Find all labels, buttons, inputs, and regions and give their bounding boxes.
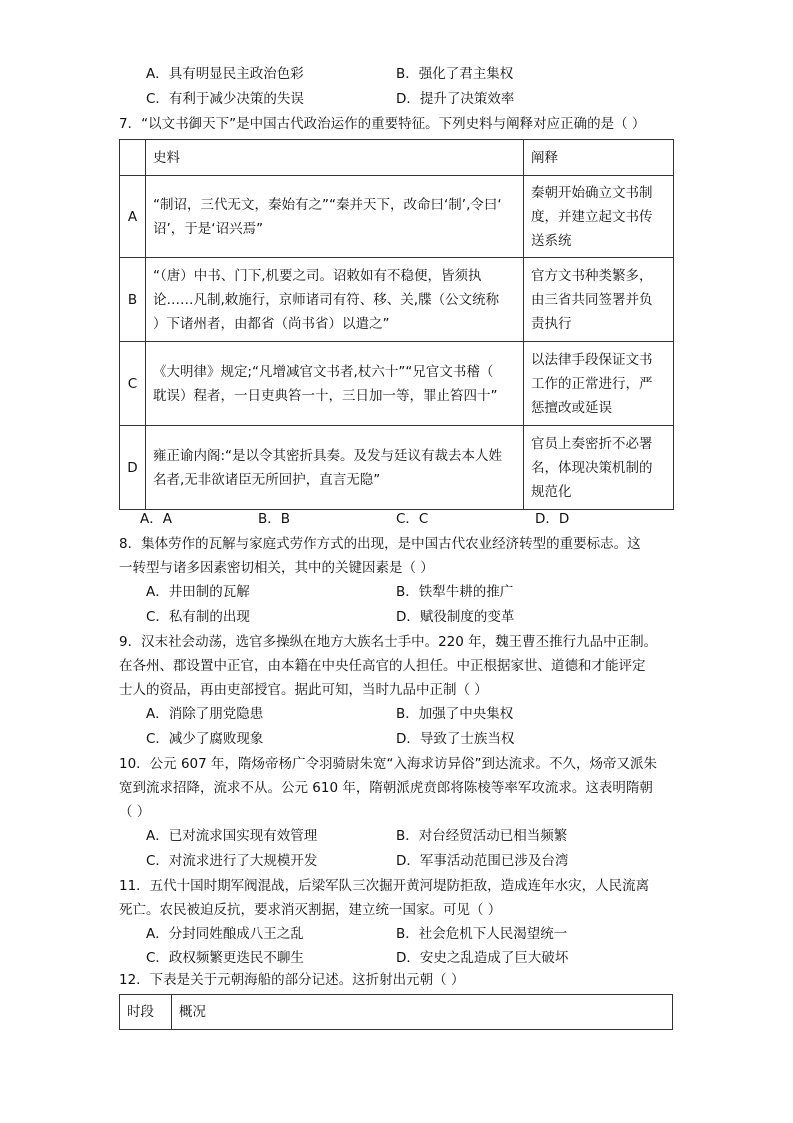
q7-option-c[interactable]: C．C (396, 511, 429, 527)
explain-line: 秦朝开始确立文书制 (531, 184, 653, 201)
explain-line: 官方文书种类繁多， (531, 267, 653, 284)
explain-line: 规范化 (531, 483, 572, 500)
q8-option-c[interactable]: C．私有制的出现 (146, 609, 250, 625)
q9-stem-line: 士人的资品，再由吏部授官。据此可知，当时九品中正制（ ） (119, 682, 488, 698)
row-explain (524, 176, 674, 258)
q8-stem-line: 一转型与诸多因素密切相关，其中的关键因素是（ ） (119, 560, 434, 576)
row-explain (524, 426, 674, 510)
row-source (146, 258, 524, 342)
q8-option-a[interactable]: A．井田制的瓦解 (146, 584, 250, 600)
q9-option-b[interactable]: B．加强了中央集权 (396, 706, 514, 722)
source-line: “制诏，三代无文，秦始有之”“秦并天下，改命曰‘制’,令曰‘ (153, 196, 502, 213)
q7-stem: 7．“以文书御天下”是中国古代政治运作的重要特征。下列史料与阐释对应正确的是（ ） (119, 116, 646, 132)
explain-line: 惩擅改或延误 (531, 399, 612, 416)
row-source (146, 342, 524, 426)
row-explain (524, 342, 674, 426)
q6-option-d[interactable]: D．提升了决策效率 (396, 91, 515, 107)
explain-line: 官员上奏密折不必署 (531, 435, 653, 452)
explain-line: 责执行 (531, 315, 572, 332)
row-letter: C (120, 342, 146, 426)
table-row (120, 258, 674, 342)
q8-option-b[interactable]: B．铁犁牛耕的推广 (396, 584, 514, 600)
row-letter: B (120, 258, 146, 342)
q7-option-a[interactable]: A．A (140, 511, 172, 527)
q12-header-overview: 概况 (172, 995, 673, 1030)
row-source (146, 426, 524, 510)
row-explain (524, 258, 674, 342)
q10-stem-line: 10．公元 607 年，隋炀帝杨广令羽骑尉朱宽“入海求访异俗”到达流求。不久，炀帝又派朱 (119, 756, 658, 772)
table-row (120, 176, 674, 258)
source-line: “（唐）中书、门下,机要之司。诏敕如有不稳便，皆须执 (153, 267, 482, 284)
q10-option-a[interactable]: A．已对流求国实现有效管理 (146, 828, 318, 844)
q12-table-header (120, 995, 673, 1030)
explain-line: 工作的正常进行，严 (531, 375, 653, 392)
source-line: 名者,无非欲诸臣无所回护，直言无隐” (153, 471, 381, 488)
source-line: 耽误）程者，一日吏典笞一十，三日加一等，罪止笞四十” (153, 387, 498, 404)
q10-option-b[interactable]: B．对台经贸活动已相当频繁 (396, 828, 568, 844)
q9-option-a[interactable]: A．消除了朋党隐患 (146, 706, 264, 722)
source-line: 论……凡制,敕施行，京师诸司有符、移、关,牒（公文统称 (153, 291, 500, 308)
q12-table (119, 994, 673, 1030)
explain-line: 由三省共同签署并负 (531, 291, 653, 308)
explain-line: 度，并建立起文书传 (531, 208, 653, 225)
row-source (146, 176, 524, 258)
source-line: ）下诸州者，由都省（尚书省）以遣之” (153, 315, 390, 332)
source-line: 雍正谕内阁:“是以令其密折具奏。及发与廷议有裁去本人姓 (153, 447, 503, 464)
q6-option-c[interactable]: C．有利于减少决策的失误 (146, 91, 304, 107)
source-line: 诏’，于是‘诏兴焉” (153, 220, 264, 237)
explain-line: 以法律手段保证文书 (531, 351, 653, 368)
q11-option-d[interactable]: D．安史之乱造成了巨大破坏 (396, 950, 569, 966)
q12-stem: 12．下表是关于元朝海船的部分记述。这折射出元朝（ ） (119, 972, 465, 988)
q7-table (119, 139, 674, 510)
table-row (120, 426, 674, 510)
q11-stem-line: 死亡。农民被迫反抗，要求消灭割据，建立统一国家。可见（ ） (119, 902, 502, 918)
q7-header-explain: 阐释 (524, 140, 674, 176)
q10-option-c[interactable]: C．对流求进行了大规模开发 (146, 853, 318, 869)
q7-option-b[interactable]: B．B (258, 511, 291, 527)
q11-option-b[interactable]: B．社会危机下人民渴望统一 (396, 926, 568, 942)
explain-line: 名，体现决策机制的 (531, 459, 653, 476)
q7-header-source: 史料 (146, 140, 524, 176)
q8-stem-line: 8．集体劳作的瓦解与家庭式劳作方式的出现，是中国古代农业经济转型的重要标志。这 (119, 536, 641, 552)
q6-option-b[interactable]: B．强化了君主集权 (396, 66, 514, 82)
q9-stem-line: 9．汉末社会动荡，选官多操纵在地方大族名士手中。220 年，魏王曹丕推行九品中正制。 (119, 634, 658, 650)
q7-option-d[interactable]: D．D (535, 511, 570, 527)
q10-option-d[interactable]: D．军事活动范围已涉及台湾 (396, 853, 569, 869)
q12-header-period: 时段 (120, 995, 172, 1030)
q11-option-c[interactable]: C．政权频繁更迭民不聊生 (146, 950, 304, 966)
q8-option-d[interactable]: D．赋役制度的变革 (396, 609, 515, 625)
q9-stem-line: 在各州、郡设置中正官，由本籍在中央任高官的人担任。中正根据家世、道德和才能评定 (119, 658, 646, 674)
explain-line: 送系统 (531, 232, 572, 249)
q6-option-a[interactable]: A．具有明显民主政治色彩 (146, 66, 304, 82)
row-letter: D (120, 426, 146, 510)
q10-stem-line: （ ） (119, 804, 151, 820)
q9-option-d[interactable]: D．导致了士族当权 (396, 731, 515, 747)
q10-stem-line: 宽到流求招降，流求不从。公元 610 年，隋朝派虎贲郎将陈棱等率军攻流求。这表明隋朝 (119, 780, 653, 796)
q9-option-c[interactable]: C．减少了腐败现象 (146, 731, 264, 747)
source-line: 《大明律》规定;“凡增减官文书者,杖六十”“兄官文书稽（ (153, 363, 494, 380)
row-letter: A (120, 176, 146, 258)
q11-stem-line: 11．五代十国时期军阀混战，后梁军队三次掘开黄河堤防拒敌，造成连年水灾，人民流离 (119, 878, 650, 894)
q7-table-header (120, 140, 674, 176)
table-row (120, 342, 674, 426)
q11-option-a[interactable]: A．分封同姓酿成八王之乱 (146, 926, 304, 942)
